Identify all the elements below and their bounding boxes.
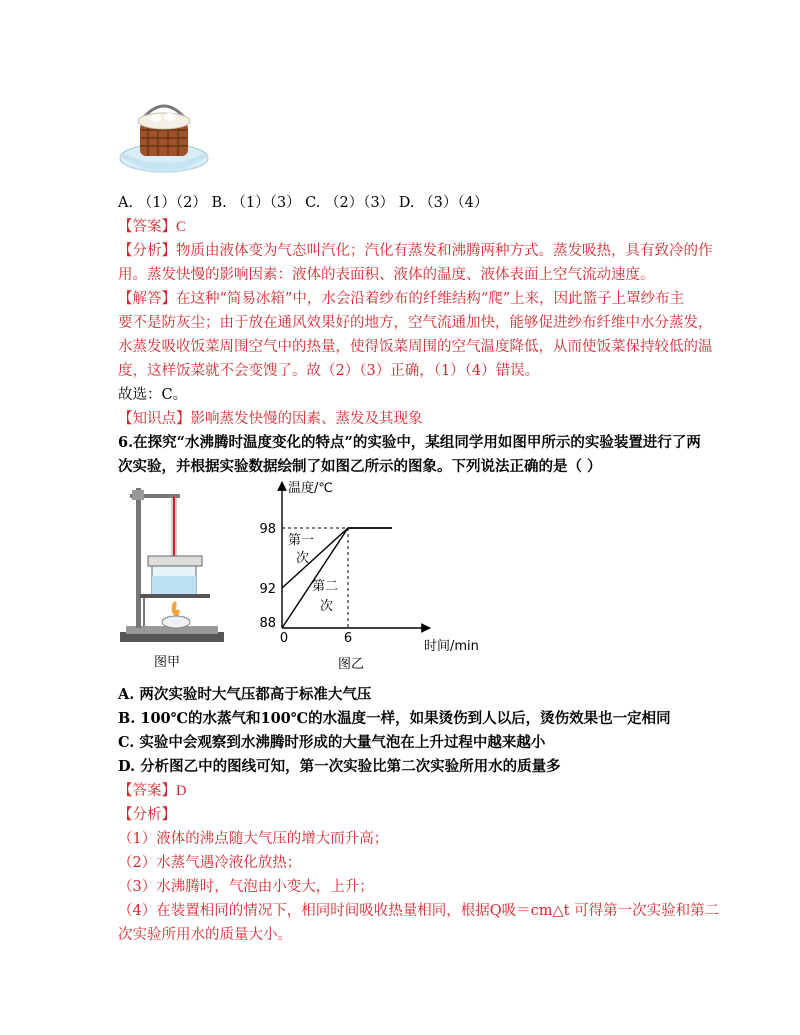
series-label-second-2: 次 bbox=[320, 599, 334, 614]
y-tick-88: 88 bbox=[259, 616, 276, 631]
q6-option-c: C. 实验中会观察到水沸腾时形成的大量气泡在上升过程中越来越小 bbox=[118, 734, 546, 751]
q5-conclusion: 故选：C。 bbox=[118, 387, 188, 403]
q6-analysis-line-3: （3）水沸腾时，气泡由小变大，上升； bbox=[118, 879, 374, 895]
q6-stem-line-2: 次实验，并根据实验数据绘制了如图乙所示的图象。下列说法正确的是（ ） bbox=[118, 458, 602, 475]
q5-solution-line-1: 【解答】在这种“简易冰箱”中，水会沿着纱布的纤维结构“爬”上来，因此篮子上罩纱布主 bbox=[118, 291, 685, 307]
q6-analysis-line-2: （2）水蒸气遇冷液化放热； bbox=[118, 855, 302, 871]
answer-tag: 【答案】 bbox=[118, 219, 176, 235]
knowledge-tag: 【知识点】 bbox=[118, 411, 191, 427]
q6-option-b: B. 100℃的水蒸气和100℃的水温度一样，如果烫伤到人以后，烫伤效果也一定相同 bbox=[118, 710, 671, 727]
q5-options: A. （1）（2） B. （1）（3） C. （2）（3） D. （3）（4） bbox=[118, 195, 489, 211]
q6-answer bbox=[118, 780, 186, 802]
x-tick-0: 0 bbox=[279, 631, 289, 646]
fig-jia-caption: 图甲 bbox=[154, 655, 181, 670]
q6-stem-line-1: 6.在探究“水沸腾时温度变化的特点”的实验中，某组同学用如图甲所示的实验装置进行了两 bbox=[118, 434, 701, 451]
q6-analysis-tag: 【分析】 bbox=[118, 807, 176, 823]
q5-knowledge bbox=[118, 408, 423, 430]
answer-value: D bbox=[176, 783, 187, 799]
basket-illustration bbox=[118, 92, 210, 178]
q5-analysis-line-2: 用。蒸发快慢的影响因素：液体的表面积、液体的温度、液体表面上空气流动速度。 bbox=[118, 267, 655, 283]
q5-answer bbox=[118, 216, 186, 238]
series-label-first-2: 次 bbox=[296, 551, 310, 566]
answer-value: C bbox=[176, 219, 186, 235]
solution-tag: 【解答】 bbox=[118, 291, 176, 307]
analysis-tag: 【分析】 bbox=[118, 243, 176, 259]
fig-yi-caption: 图乙 bbox=[338, 657, 365, 672]
x-tick-6: 6 bbox=[343, 631, 353, 646]
knowledge-value: 影响蒸发快慢的因素、蒸发及其现象 bbox=[190, 411, 423, 427]
series-label-second-1: 第二 bbox=[312, 579, 339, 594]
q6-analysis-line-5: 次实验所用水的质量大小。 bbox=[118, 927, 292, 943]
y-tick-92: 92 bbox=[259, 582, 276, 597]
q6-analysis-line-1: （1）液体的沸点随大气压的增大而升高； bbox=[118, 831, 389, 847]
y-tick-98: 98 bbox=[259, 522, 276, 537]
x-axis-label: 时间/min bbox=[424, 639, 479, 654]
series-label-first-1: 第一 bbox=[288, 533, 315, 548]
apparatus-figure bbox=[118, 476, 228, 676]
q6-option-a: A. 两次实验时大气压都高于标准大气压 bbox=[118, 686, 372, 703]
y-axis-label: 温度/℃ bbox=[288, 481, 333, 496]
temperature-time-chart bbox=[250, 476, 490, 676]
q5-solution-line-4: 度，这样饭菜就不会变馊了。故（2）（3）正确，（1）（4）错误。 bbox=[118, 363, 540, 379]
q5-analysis-line-1: 【分析】物质由液体变为气态叫汽化；汽化有蒸发和沸腾两种方式。蒸发吸热，具有致冷的作 bbox=[118, 243, 713, 259]
q5-solution-line-3: 水蒸发吸收饭菜周围空气中的热量，使得饭菜周围的空气温度降低，从而使饭菜保持较低的温 bbox=[118, 339, 713, 355]
answer-tag: 【答案】 bbox=[118, 783, 176, 799]
q6-option-d: D. 分析图乙中的图线可知，第一次实验比第二次实验所用水的质量多 bbox=[118, 758, 561, 775]
q5-solution-line-2: 要不是防灰尘；由于放在通风效果好的地方，空气流通加快，能够促进纱布纤维中水分蒸发， bbox=[118, 315, 713, 331]
q6-analysis-line-4: （4）在装置相同的情况下，相同时间吸收热量相同，根据Q吸＝cm△t 可得第一次实验和第二 bbox=[118, 903, 720, 919]
